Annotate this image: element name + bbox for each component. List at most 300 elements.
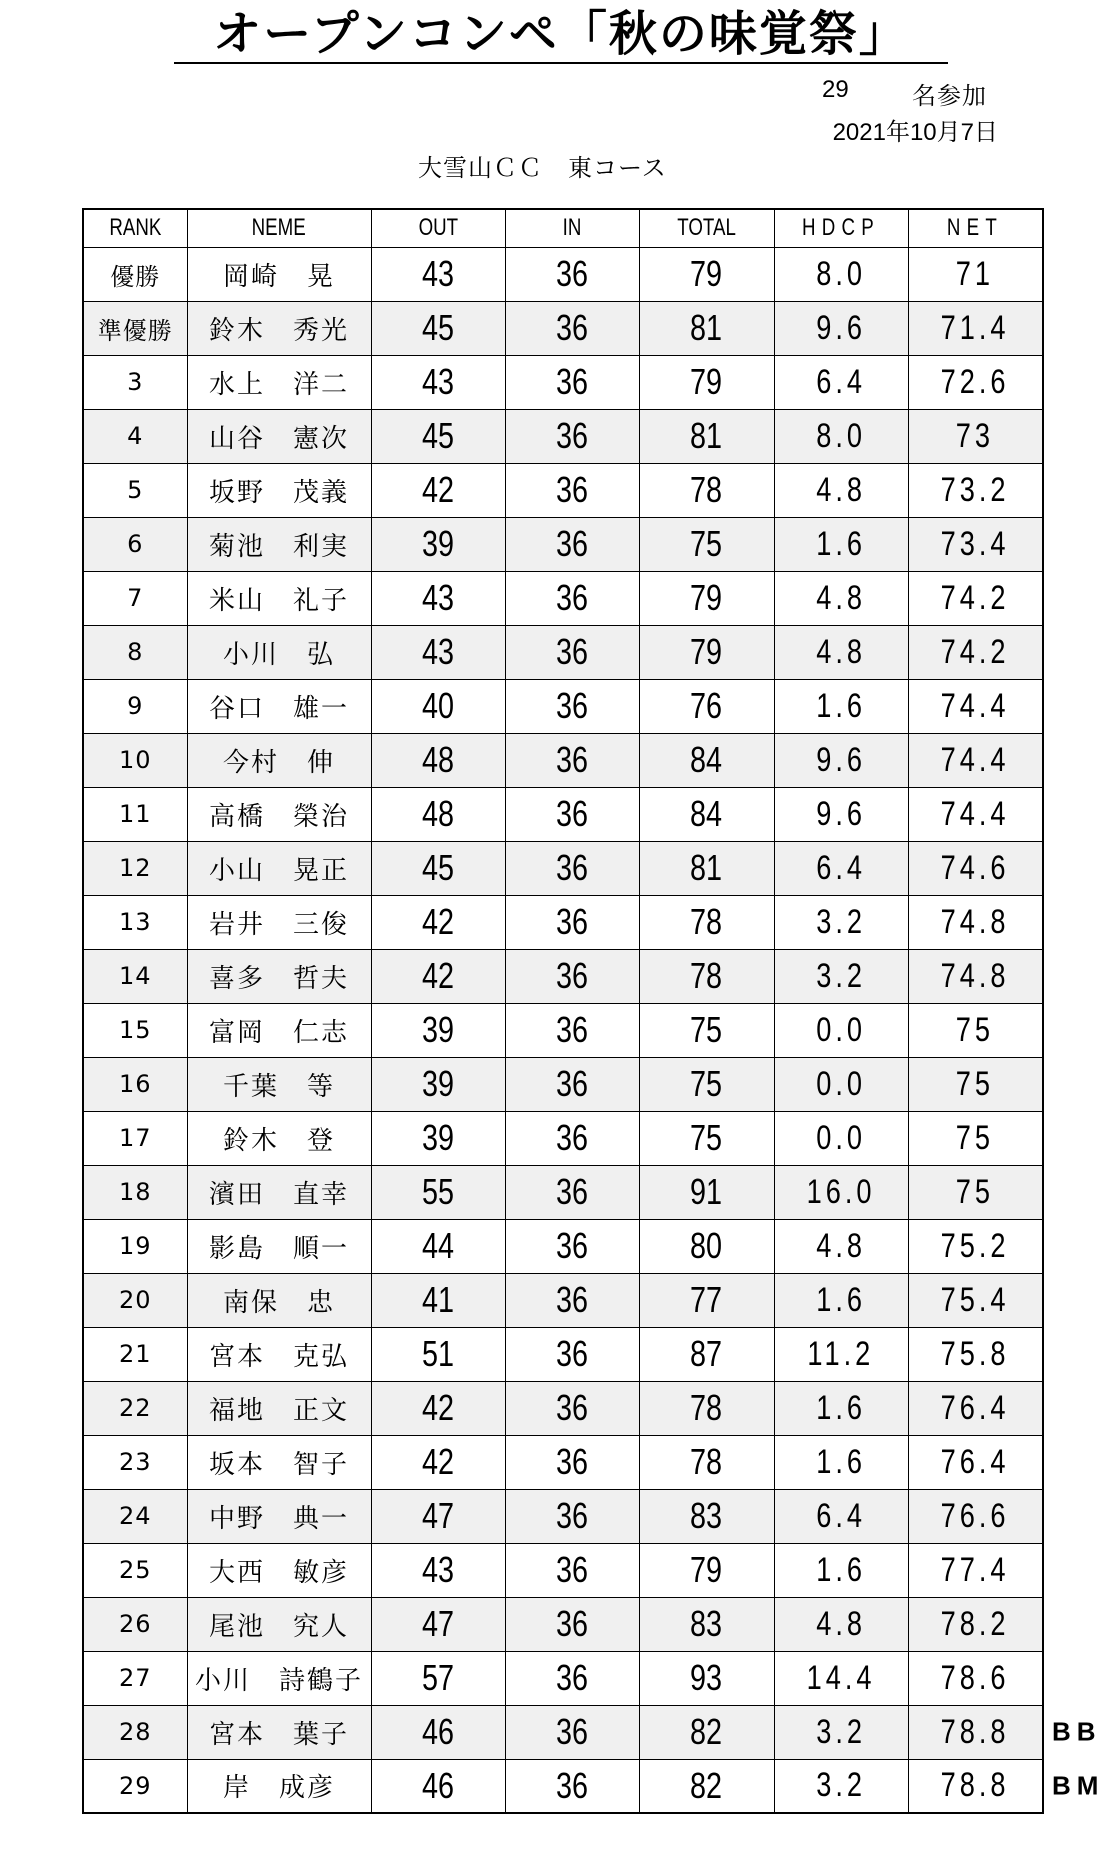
total-score-cell-text: 78 xyxy=(690,1387,723,1428)
net-score-cell-text: 75 xyxy=(956,1010,995,1049)
rank-cell-text: 28 xyxy=(118,1718,152,1746)
rank-cell xyxy=(83,1651,187,1705)
table-row xyxy=(83,841,1043,895)
net-score-cell xyxy=(908,1759,1105,1813)
out-score-cell-text: 43 xyxy=(421,361,455,402)
net-score-cell-text: 74.4 xyxy=(940,740,1010,779)
table-row xyxy=(83,1651,1043,1705)
out-score-cell-text: 55 xyxy=(421,1171,455,1212)
net-score-cell xyxy=(908,1219,1043,1273)
net-score-cell xyxy=(908,1003,1043,1057)
in-score-cell-text: 36 xyxy=(555,793,589,834)
player-name-cell-text: 宮本 葉子 xyxy=(208,1719,349,1750)
total-score-cell xyxy=(639,517,774,571)
in-score-cell xyxy=(505,1327,639,1381)
net-score-cell-text: 74.2 xyxy=(940,578,1010,617)
out-score-cell-text: 47 xyxy=(421,1495,455,1536)
total-score-cell-text: 83 xyxy=(690,1495,723,1536)
in-score-cell xyxy=(505,1651,639,1705)
out-score-cell xyxy=(371,895,505,949)
rank-cell xyxy=(83,733,187,787)
out-score-cell xyxy=(371,1435,505,1489)
player-name-cell-text: 米山 礼子 xyxy=(208,585,349,616)
player-name-cell-text: 小川 弘 xyxy=(222,639,335,670)
hdcp-cell-text: 6.4 xyxy=(816,848,866,887)
out-score-cell-text: 42 xyxy=(421,1387,455,1428)
hdcp-cell-text: 3.2 xyxy=(816,1712,866,1751)
net-score-cell xyxy=(908,679,1043,733)
participant-count: 29 xyxy=(822,76,849,103)
out-score-cell-text: 45 xyxy=(421,847,455,888)
net-score-cell xyxy=(908,1705,1102,1759)
in-score-cell-text: 36 xyxy=(555,955,589,996)
rank-cell xyxy=(83,571,187,625)
rank-cell-text: 19 xyxy=(118,1232,152,1260)
header-name-label: NEME xyxy=(251,214,307,242)
net-score-cell-text: 75 xyxy=(956,1064,995,1103)
results-table xyxy=(82,208,1105,1814)
hdcp-cell-text: 4.8 xyxy=(816,578,866,617)
rank-cell-text: 8 xyxy=(127,638,144,666)
in-score-cell-text: 36 xyxy=(555,1009,589,1050)
rank-cell xyxy=(83,949,187,1003)
in-score-cell xyxy=(505,1759,639,1813)
hdcp-cell xyxy=(774,1165,908,1219)
hdcp-cell xyxy=(774,1597,908,1651)
hdcp-cell xyxy=(774,1759,908,1813)
player-name-cell xyxy=(187,409,371,463)
out-score-cell xyxy=(371,355,505,409)
net-score-cell-text: 75.8 xyxy=(940,1334,1010,1373)
in-score-cell-text: 36 xyxy=(555,901,589,942)
net-score-cell-text: 71 xyxy=(956,254,995,293)
out-score-cell-text: 47 xyxy=(421,1603,455,1644)
in-score-cell xyxy=(505,1219,639,1273)
total-score-cell xyxy=(639,733,774,787)
hdcp-cell xyxy=(774,301,908,355)
rank-cell xyxy=(83,1057,187,1111)
header-net-label: NET xyxy=(947,214,1004,242)
in-score-cell-text: 36 xyxy=(555,1387,589,1428)
player-name-cell xyxy=(187,1273,371,1327)
player-name-cell xyxy=(187,733,371,787)
rank-cell xyxy=(83,1003,187,1057)
total-score-cell-text: 84 xyxy=(690,739,723,780)
hdcp-cell xyxy=(774,679,908,733)
player-name-cell xyxy=(187,301,371,355)
net-score-cell-text: 75 xyxy=(956,1118,995,1157)
total-score-cell xyxy=(639,625,774,679)
rank-cell-text: 24 xyxy=(118,1502,152,1530)
total-score-cell xyxy=(639,1381,774,1435)
in-score-cell xyxy=(505,787,639,841)
rank-cell-text: 16 xyxy=(118,1070,152,1098)
total-score-cell xyxy=(639,895,774,949)
player-name-cell-text: 小山 晃正 xyxy=(208,855,349,886)
rank-cell-text: 優勝 xyxy=(110,262,161,291)
in-score-cell xyxy=(505,355,639,409)
out-score-cell xyxy=(371,1597,505,1651)
hdcp-cell-text: 1.6 xyxy=(816,524,866,563)
net-score-cell-text: 73.2 xyxy=(940,470,1010,509)
hdcp-cell-text: 9.6 xyxy=(816,794,866,833)
player-name-cell-text: 鈴木 登 xyxy=(222,1125,335,1156)
rank-cell-text: 12 xyxy=(118,854,152,882)
rank-cell-text: 27 xyxy=(118,1664,152,1692)
total-score-cell-text: 82 xyxy=(690,1711,723,1752)
hdcp-cell xyxy=(774,247,908,301)
player-name-cell xyxy=(187,247,371,301)
header-out-label: OUT xyxy=(418,214,458,242)
out-score-cell xyxy=(371,1003,505,1057)
rank-cell xyxy=(83,1543,187,1597)
out-score-cell xyxy=(371,517,505,571)
out-score-cell-text: 43 xyxy=(421,631,455,672)
hdcp-cell xyxy=(774,463,908,517)
net-score-cell xyxy=(908,463,1043,517)
table-row xyxy=(83,1759,1043,1813)
player-name-cell-text: 尾池 究人 xyxy=(208,1611,349,1642)
hdcp-cell-text: 1.6 xyxy=(816,1550,866,1589)
out-score-cell-text: 39 xyxy=(421,1009,455,1050)
hdcp-cell-text: 9.6 xyxy=(816,740,866,779)
player-name-cell-text: 山谷 憲次 xyxy=(208,423,349,454)
rank-cell-text: 22 xyxy=(118,1394,152,1422)
in-score-cell xyxy=(505,1435,639,1489)
rank-cell-text: 9 xyxy=(127,692,144,720)
net-score-cell-text: 75.2 xyxy=(940,1226,1010,1265)
hdcp-cell xyxy=(774,1003,908,1057)
hdcp-cell-text: 1.6 xyxy=(816,1280,866,1319)
out-score-cell xyxy=(371,949,505,1003)
player-name-cell-text: 宮本 克弘 xyxy=(208,1341,349,1372)
rank-cell xyxy=(83,787,187,841)
out-score-cell xyxy=(371,1327,505,1381)
player-name-cell xyxy=(187,1705,371,1759)
in-score-cell-text: 36 xyxy=(555,1117,589,1158)
hdcp-cell-text: 1.6 xyxy=(816,686,866,725)
in-score-cell-text: 36 xyxy=(555,1711,589,1752)
net-score-cell xyxy=(908,301,1043,355)
rank-cell-text: 5 xyxy=(127,476,144,504)
table-row xyxy=(83,1219,1043,1273)
in-score-cell xyxy=(505,1057,639,1111)
hdcp-cell xyxy=(774,787,908,841)
hdcp-cell xyxy=(774,895,908,949)
header-in xyxy=(505,209,639,247)
total-score-cell xyxy=(639,1057,774,1111)
net-score-cell xyxy=(908,247,1043,301)
page-title: オープンコンペ「秋の味覚祭」 xyxy=(174,6,948,64)
in-score-cell-text: 36 xyxy=(555,1603,589,1644)
total-score-cell-text: 79 xyxy=(690,1549,723,1590)
out-score-cell-text: 43 xyxy=(421,1549,455,1590)
out-score-cell xyxy=(371,571,505,625)
net-score-cell xyxy=(908,355,1043,409)
out-score-cell-text: 40 xyxy=(421,685,455,726)
total-score-cell xyxy=(639,1219,774,1273)
in-score-cell-text: 36 xyxy=(555,1063,589,1104)
out-score-cell xyxy=(371,1759,505,1813)
hdcp-cell-text: 4.8 xyxy=(816,1226,866,1265)
player-name-cell xyxy=(187,1435,371,1489)
total-score-cell xyxy=(639,355,774,409)
player-name-cell xyxy=(187,679,371,733)
in-score-cell xyxy=(505,1165,639,1219)
table-row xyxy=(83,733,1043,787)
out-score-cell-text: 44 xyxy=(421,1225,455,1266)
out-score-cell xyxy=(371,841,505,895)
header-row xyxy=(83,209,1043,247)
hdcp-cell-text: 1.6 xyxy=(816,1442,866,1481)
in-score-cell xyxy=(505,895,639,949)
net-score-cell-text: 74.4 xyxy=(940,686,1010,725)
net-score-cell-text: 74.8 xyxy=(940,956,1010,995)
header-net xyxy=(908,209,1043,247)
total-score-cell xyxy=(639,1111,774,1165)
table-row xyxy=(83,1543,1043,1597)
out-score-cell-text: 48 xyxy=(421,793,455,834)
hdcp-cell xyxy=(774,1111,908,1165)
total-score-cell-text: 75 xyxy=(690,523,723,564)
header-name xyxy=(187,209,371,247)
hdcp-cell xyxy=(774,1435,908,1489)
hdcp-cell xyxy=(774,1381,908,1435)
player-name-cell-text: 影島 順一 xyxy=(208,1233,349,1264)
in-score-cell xyxy=(505,301,639,355)
rank-cell xyxy=(83,1381,187,1435)
total-score-cell xyxy=(639,463,774,517)
table-row xyxy=(83,571,1043,625)
out-score-cell-text: 39 xyxy=(421,1063,455,1104)
hdcp-cell-text: 8.0 xyxy=(816,416,866,455)
net-score-cell-text: 76.4 xyxy=(940,1442,1010,1481)
out-score-cell xyxy=(371,1651,505,1705)
rank-cell xyxy=(83,1489,187,1543)
rank-cell xyxy=(83,463,187,517)
player-name-cell xyxy=(187,517,371,571)
net-score-cell xyxy=(908,1057,1043,1111)
out-score-cell-text: 43 xyxy=(421,577,455,618)
in-score-cell-text: 36 xyxy=(555,469,589,510)
table-row xyxy=(83,463,1043,517)
total-score-cell-text: 91 xyxy=(690,1171,723,1212)
out-score-cell xyxy=(371,679,505,733)
net-score-cell-text: 78.8 xyxy=(940,1712,1010,1751)
total-score-cell-text: 81 xyxy=(690,847,723,888)
out-score-cell-text: 46 xyxy=(421,1711,455,1752)
hdcp-cell-text: 9.6 xyxy=(816,308,866,347)
table-row xyxy=(83,1111,1043,1165)
out-score-cell xyxy=(371,625,505,679)
hdcp-cell xyxy=(774,355,908,409)
rank-cell-text: 25 xyxy=(118,1556,152,1584)
hdcp-cell xyxy=(774,1705,908,1759)
net-score-cell xyxy=(908,787,1043,841)
player-name-cell-text: 坂野 茂義 xyxy=(208,477,349,508)
total-score-cell-text: 75 xyxy=(690,1009,723,1050)
rank-cell xyxy=(83,409,187,463)
total-score-cell xyxy=(639,301,774,355)
table-row xyxy=(83,895,1043,949)
net-score-cell-text: 76.6 xyxy=(940,1496,1010,1535)
rank-cell-text: 7 xyxy=(127,584,144,612)
in-score-cell xyxy=(505,1273,639,1327)
table-row xyxy=(83,409,1043,463)
total-score-cell-text: 83 xyxy=(690,1603,723,1644)
in-score-cell xyxy=(505,733,639,787)
hdcp-cell xyxy=(774,1057,908,1111)
net-score-cell xyxy=(908,1489,1043,1543)
total-score-cell xyxy=(639,1273,774,1327)
rank-cell xyxy=(83,1435,187,1489)
header-total xyxy=(639,209,774,247)
total-score-cell-text: 77 xyxy=(690,1279,723,1320)
hdcp-cell-text: 3.2 xyxy=(816,956,866,995)
out-score-cell-text: 42 xyxy=(421,955,455,996)
net-score-cell-text: 73 xyxy=(956,416,995,455)
total-score-cell xyxy=(639,1759,774,1813)
rank-cell xyxy=(83,1759,187,1813)
in-score-cell-text: 36 xyxy=(555,1279,589,1320)
out-score-cell-text: 46 xyxy=(421,1764,455,1806)
total-score-cell-text: 81 xyxy=(690,307,723,348)
header-rank xyxy=(83,209,187,247)
total-score-cell-text: 79 xyxy=(690,631,723,672)
table-row xyxy=(83,1705,1043,1759)
player-name-cell-text: 坂本 智子 xyxy=(208,1449,349,1480)
rank-cell-text: 4 xyxy=(127,422,144,450)
net-score-cell xyxy=(908,841,1043,895)
out-score-cell-text: 42 xyxy=(421,901,455,942)
rank-cell xyxy=(83,1705,187,1759)
rank-cell-text: 3 xyxy=(127,368,144,396)
hdcp-cell-text: 11.2 xyxy=(807,1334,875,1373)
hdcp-cell xyxy=(774,571,908,625)
net-score-cell-text: 78.6 xyxy=(940,1658,1010,1697)
player-name-cell xyxy=(187,1003,371,1057)
rank-cell xyxy=(83,841,187,895)
in-score-cell-text: 36 xyxy=(555,631,589,672)
in-score-cell xyxy=(505,1543,639,1597)
rank-cell-text: 6 xyxy=(127,530,144,558)
out-score-cell xyxy=(371,409,505,463)
table-row xyxy=(83,679,1043,733)
total-score-cell xyxy=(639,1543,774,1597)
player-name-cell xyxy=(187,463,371,517)
player-name-cell-text: 谷口 雄一 xyxy=(208,693,349,724)
header-hdcp-label: HDCP xyxy=(801,214,880,242)
net-score-cell xyxy=(908,625,1043,679)
hdcp-cell xyxy=(774,1273,908,1327)
hdcp-cell xyxy=(774,841,908,895)
hdcp-cell xyxy=(774,1489,908,1543)
total-score-cell xyxy=(639,409,774,463)
player-name-cell-text: 富岡 仁志 xyxy=(208,1017,349,1048)
total-score-cell-text: 87 xyxy=(690,1333,723,1374)
in-score-cell xyxy=(505,1597,639,1651)
rank-cell-text: 準優勝 xyxy=(97,316,173,345)
total-score-cell xyxy=(639,1705,774,1759)
rank-cell-text: 20 xyxy=(118,1286,152,1314)
player-name-cell-text: 喜多 哲夫 xyxy=(208,963,349,994)
total-score-cell-text: 79 xyxy=(690,577,723,618)
hdcp-cell-text: 0.0 xyxy=(816,1010,866,1049)
in-score-cell xyxy=(505,571,639,625)
header-out xyxy=(371,209,505,247)
in-score-cell-text: 36 xyxy=(555,361,589,402)
total-score-cell xyxy=(639,1003,774,1057)
total-score-cell-text: 80 xyxy=(690,1225,723,1266)
total-score-cell xyxy=(639,1597,774,1651)
player-name-cell-text: 南保 忠 xyxy=(222,1287,335,1318)
total-score-cell-text: 78 xyxy=(690,1441,723,1482)
in-score-cell xyxy=(505,1381,639,1435)
player-name-cell xyxy=(187,1111,371,1165)
total-score-cell-text: 79 xyxy=(690,253,723,294)
total-score-cell xyxy=(639,1489,774,1543)
table-row xyxy=(83,247,1043,301)
in-score-cell-text: 36 xyxy=(555,1764,589,1806)
hdcp-cell xyxy=(774,1543,908,1597)
total-score-cell xyxy=(639,679,774,733)
hdcp-cell-text: 8.0 xyxy=(816,254,866,293)
rank-cell xyxy=(83,679,187,733)
in-score-cell xyxy=(505,679,639,733)
total-score-cell-text: 78 xyxy=(690,955,723,996)
out-score-cell-text: 57 xyxy=(421,1657,455,1698)
rank-cell-text: 17 xyxy=(118,1124,152,1152)
table-row xyxy=(83,949,1043,1003)
player-name-cell xyxy=(187,355,371,409)
net-score-cell xyxy=(908,1435,1043,1489)
total-score-cell xyxy=(639,571,774,625)
in-score-cell xyxy=(505,841,639,895)
hdcp-cell-text: 6.4 xyxy=(816,1496,866,1535)
out-score-cell-text: 41 xyxy=(421,1279,455,1320)
out-score-cell xyxy=(371,1489,505,1543)
out-score-cell xyxy=(371,1111,505,1165)
net-score-cell-text: 76.4 xyxy=(940,1388,1010,1427)
out-score-cell xyxy=(371,733,505,787)
hdcp-cell-text: 14.4 xyxy=(806,1658,876,1697)
total-score-cell xyxy=(639,1165,774,1219)
out-score-cell xyxy=(371,1165,505,1219)
hdcp-cell-text: 0.0 xyxy=(816,1064,866,1103)
in-score-cell xyxy=(505,1705,639,1759)
rank-cell-text: 29 xyxy=(118,1771,152,1800)
net-score-cell-text: 72.6 xyxy=(940,362,1010,401)
player-name-cell-text: 大西 敏彦 xyxy=(208,1557,349,1588)
player-name-cell xyxy=(187,949,371,1003)
hdcp-cell xyxy=(774,517,908,571)
out-score-cell xyxy=(371,787,505,841)
net-score-cell xyxy=(908,517,1043,571)
out-score-cell-text: 39 xyxy=(421,523,455,564)
in-score-cell xyxy=(505,625,639,679)
in-score-cell-text: 36 xyxy=(555,1441,589,1482)
total-score-cell-text: 78 xyxy=(690,901,723,942)
note-label: BM xyxy=(1052,1770,1105,1801)
rank-cell-text: 23 xyxy=(118,1448,152,1476)
player-name-cell-text: 岡崎 晃 xyxy=(222,261,335,292)
in-score-cell-text: 36 xyxy=(555,577,589,618)
player-name-cell xyxy=(187,571,371,625)
net-score-cell-text: 75 xyxy=(956,1172,995,1211)
rank-cell xyxy=(83,1219,187,1273)
rank-cell-text: 14 xyxy=(118,962,152,990)
rank-cell-text: 15 xyxy=(118,1016,152,1044)
